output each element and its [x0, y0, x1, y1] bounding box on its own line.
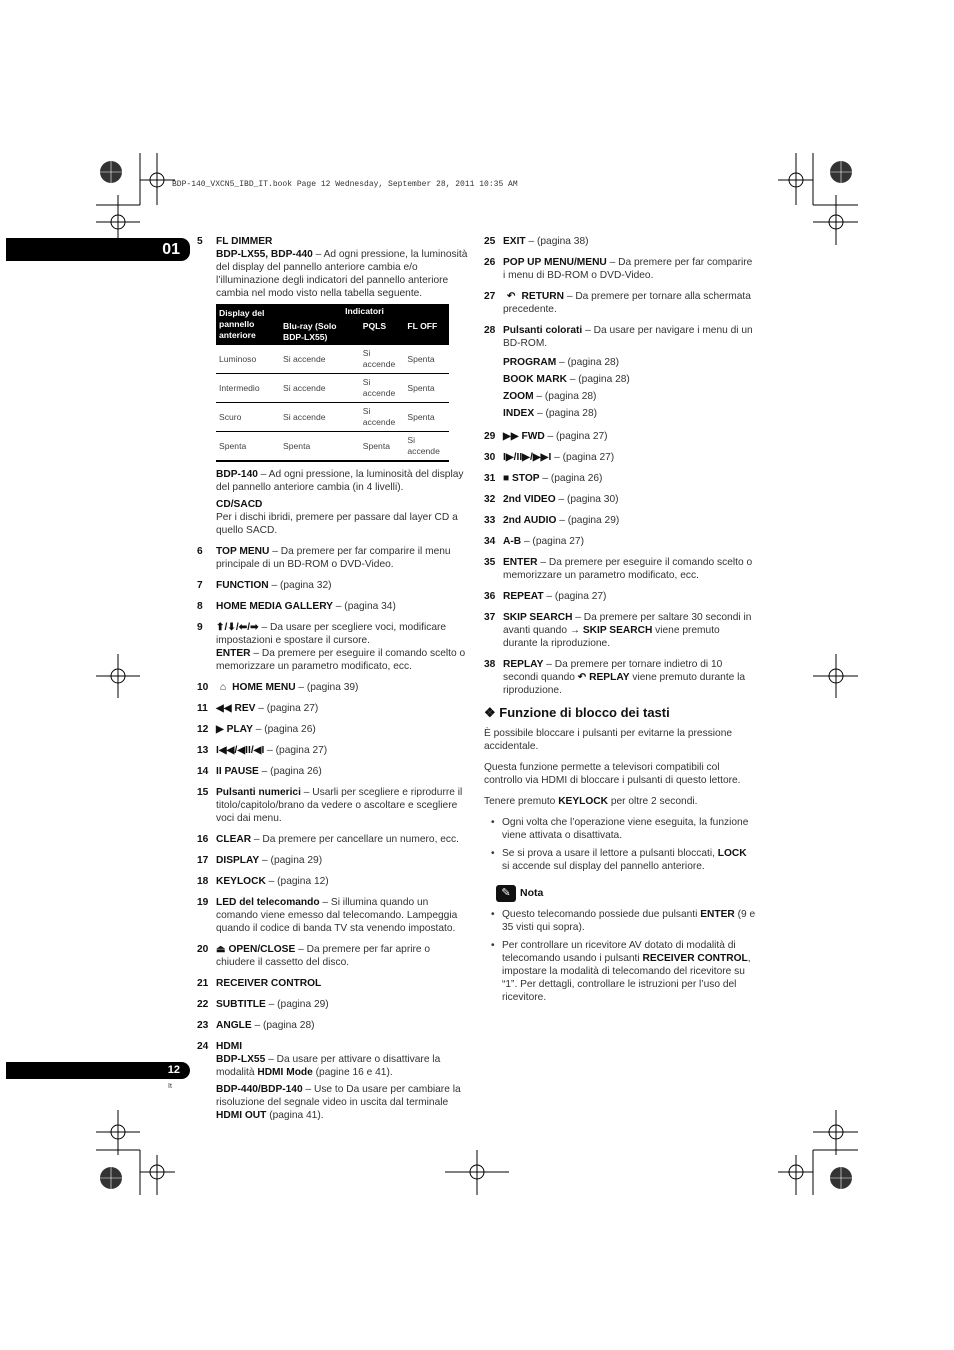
- item-24: 24 HDMI BDP-LX55 – Da usare per attivare o disattivare la modalità HDMI Mode (pagine 16 e 41). BDP-440/BDP-140 – Use to Da usare per cambiare la risoluzione del segnale video in uscita dal terminale HDMI OUT (pagina 41).: [197, 1041, 461, 1121]
- paragraph: Questa funzione permette a televisori compatibili col controllo via HDMI di bloccare i pulsanti di questo lettore.: [484, 762, 741, 786]
- item-32: 32 2nd VIDEO – (pagina 30): [484, 494, 619, 505]
- item-31: 31 ■ STOP – (pagina 26): [484, 473, 603, 484]
- item-21: 21 RECEIVER CONTROL: [197, 978, 322, 989]
- item-8: 8 HOME MEDIA GALLERY – (pagina 34): [197, 601, 396, 612]
- language-code: It: [168, 1083, 172, 1090]
- item-22: 22 SUBTITLE – (pagina 29): [197, 999, 329, 1010]
- section-title: ❖ Funzione di blocco dei tasti: [484, 705, 670, 720]
- item-7: 7 FUNCTION – (pagina 32): [197, 580, 332, 591]
- home-icon: ⌂: [220, 682, 227, 693]
- item-27: 27 ↶ RETURN – Da premere per tornare alla schermata precedente.: [484, 291, 751, 315]
- paragraph: Tenere premuto KEYLOCK per oltre 2 secondi.: [484, 796, 698, 807]
- chapter-tab: 01: [6, 238, 190, 261]
- item-35: 35 ENTER – Da premere per eseguire il comando scelto o memorizzare un parametro modificato, ecc.: [484, 557, 753, 581]
- paragraph: È possibile bloccare i pulsanti per evitarne la pressione accidentale.: [484, 728, 733, 752]
- item-37: 37 SKIP SEARCH – Da premere per saltare 30 secondi in avanti quando → SKIP SEARCH viene premuto durante la riproduzione.: [484, 612, 752, 649]
- item-6: 6 TOP MENU – Da premere per far comparire il menu principale di un BD-ROM o DVD-Video.: [197, 546, 451, 570]
- item-28: 28 Pulsanti colorati – Da usare per navigare i menu di un BD-ROM. PROGRAM – (pagina 28) BOOK MARK – (pagina 28) ZOOM – (pagina 28) INDEX – (pagina 28): [484, 325, 753, 419]
- page-number-tab: 12: [6, 1062, 190, 1079]
- item-34: 34 A-B – (pagina 27): [484, 536, 584, 547]
- item-10: 10 ⌂ HOME MENU – (pagina 39): [197, 682, 359, 693]
- right-column: [484, 235, 756, 1009]
- note-header: ✎ Nota: [496, 885, 756, 902]
- item-14: 14 II PAUSE – (pagina 26): [197, 766, 322, 777]
- item-38: 38 REPLAY – Da premere per tornare indietro di 10 secondi quando ↶ REPLAY viene premuto durante la riproduzione.: [484, 659, 746, 696]
- indicator-table: Display del pannello anteriore Indicatori Blu-ray (Solo BDP-LX55) PQLS FL OFF Luminoso Si accende Si accende Spenta Intermedio Si accende Si accende Spenta Scuro Si accende Si accende Spenta Spenta Spenta Spenta Si accende: [216, 304, 449, 462]
- item-30: 30 I▶/II▶/▶▶I – (pagina 27): [484, 452, 615, 463]
- item-18: 18 KEYLOCK – (pagina 12): [197, 876, 329, 887]
- bullet-item: • Per controllare un ricevitore AV dotato di modalità di telecomando usando i pulsanti RECEIVER CONTROL, impostare la modalità di telecomando del ricevitore su “1”. Per dettagli, controllare le istruzioni per l’uso del ricevitore.: [491, 940, 751, 1003]
- item-11: 11 ◀◀ REV – (pagina 27): [197, 703, 319, 714]
- bullet-item: • Se si prova a usare il lettore a pulsanti bloccati, LOCK si accende sul display del pannello anteriore.: [491, 848, 747, 872]
- item-16: 16 CLEAR – Da premere per cancellare un numero, ecc.: [197, 834, 459, 845]
- item-9: 9 ⬆/⬇/⬅/➡ – Da usare per scegliere voci, modificare impostazioni e spostare il cursore. ENTER – Da premere per eseguire il comando scelto o memorizzare un parametro modificato, ecc.: [197, 622, 466, 672]
- item-13: 13 I◀◀/◀II/◀I – (pagina 27): [197, 745, 328, 756]
- left-column: [197, 235, 469, 1130]
- bullet-item: • Questo telecomando possiede due pulsanti ENTER (9 e 35 visti qui sopra).: [491, 909, 756, 933]
- item-36: 36 REPEAT – (pagina 27): [484, 591, 607, 602]
- item-19: 19 LED del telecomando – Si illumina quando un comando viene emesso dal telecomando. Lampeggia quando il codice di banda TV sta venendo impostato.: [197, 897, 458, 934]
- file-header-line: BDP-140_VXCN5_IBD_IT.book Page 12 Wednesday, September 28, 2011 10:35 AM: [172, 180, 518, 189]
- item-20: 20 ⏏ OPEN/CLOSE – Da premere per far aprire o chiudere il cassetto del disco.: [197, 944, 431, 968]
- item-12: 12 ▶ PLAY – (pagina 26): [197, 724, 316, 735]
- bullet-item: • Ogni volta che l’operazione viene eseguita, la funzione viene attivata o disattivata.: [491, 817, 749, 841]
- item-29: 29 ▶▶ FWD – (pagina 27): [484, 431, 608, 442]
- return-icon: ↶: [507, 291, 516, 302]
- item-5: 5 FL DIMMER BDP-LX55, BDP-440 – Ad ogni pressione, la luminosità del display del pannello anteriore cambia e/o l’illuminazione degli indicatori del pannello anteriore cambia nel modo visto nella tabella seguente. Display del pannello anteriore Indicatori Blu-ray (Solo BDP-LX55) PQLS FL OFF Luminoso Si accende Si accende Spenta Intermedio Si accende Si accende Spenta Scuro Si accende Si accende Spenta Spenta Spenta Spenta Si accende BDP-140 – Ad ogni pressione, la luminosità del display del pannello anteriore cambia (in 4 livelli). CD/SACD Per i dischi ibridi, premere per passare dal layer CD a quello SACD.: [197, 236, 468, 536]
- item-25: 25 EXIT – (pagina 38): [484, 236, 589, 247]
- item-17: 17 DISPLAY – (pagina 29): [197, 855, 323, 866]
- item-23: 23 ANGLE – (pagina 28): [197, 1020, 315, 1031]
- item-33: 33 2nd AUDIO – (pagina 29): [484, 515, 620, 526]
- item-26: 26 POP UP MENU/MENU – Da premere per far comparire i menu di BD-ROM o DVD-Video.: [484, 257, 753, 281]
- item-15: 15 Pulsanti numerici – Usarli per scegliere e riprodurre il titolo/capitolo/brano da vedere o ascoltare e scegliere voci dai menu.: [197, 787, 463, 824]
- pencil-icon: ✎: [496, 885, 516, 902]
